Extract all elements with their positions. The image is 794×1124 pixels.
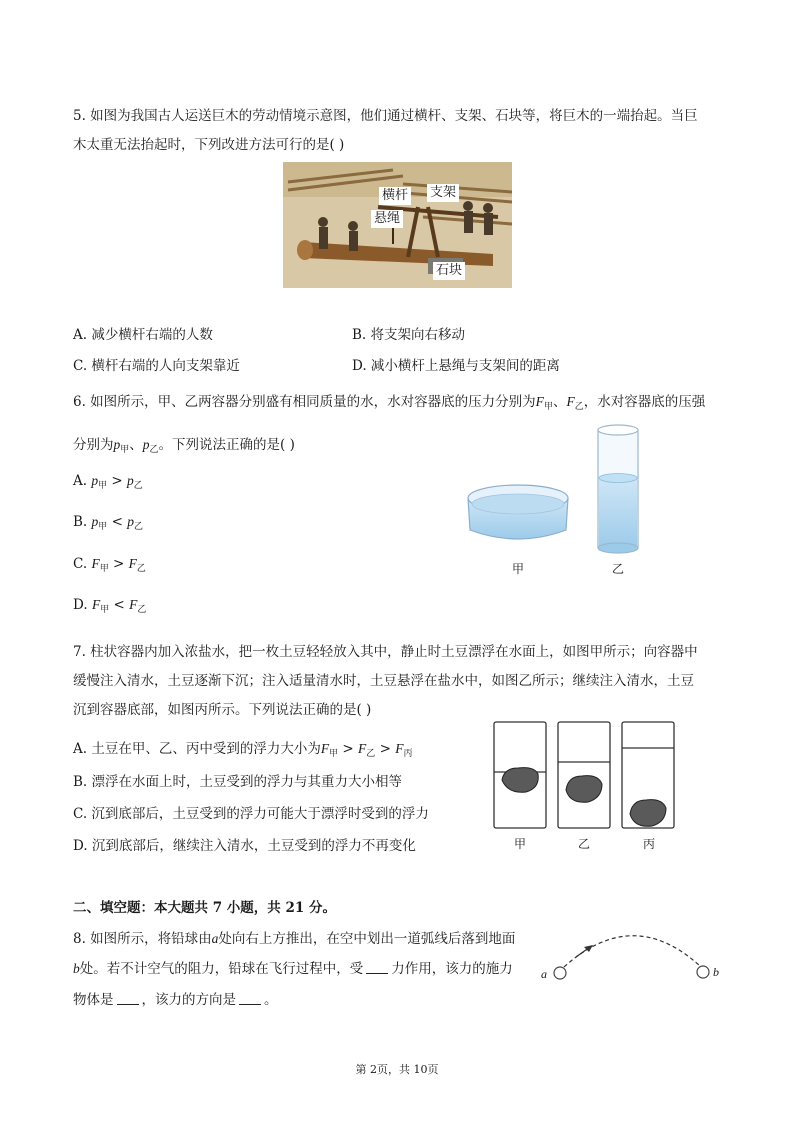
q7-option-c: C. 沉到底部后，土豆受到的浮力可能大于漂浮时受到的浮力 bbox=[73, 806, 429, 822]
q8-point-b-label: b bbox=[713, 965, 719, 979]
q8-stem-line1: 8. 如图所示，将铅球由a处向右上方推出，在空中划出一道弧线后落到地面 bbox=[73, 931, 516, 947]
q6-stem-line2: 分别为$p_甲$、$p_乙$。下列说法正确的是( ) bbox=[73, 437, 295, 455]
blank-2 bbox=[117, 992, 139, 1005]
blank-1 bbox=[366, 961, 388, 974]
label-stone: 石块 bbox=[433, 262, 465, 280]
q5-option-b: B. 将支架向右移动 bbox=[352, 327, 466, 343]
label-support: 支架 bbox=[427, 184, 459, 202]
q7-option-a: A. 土豆在甲、乙、丙中受到的浮力大小为$F_甲 > F_乙 > F_丙$ bbox=[73, 741, 413, 759]
section2-heading: 二、填空题：本大题共 7 小题，共 21 分。 bbox=[73, 900, 336, 916]
q8-stem-line2: b处。若不计空气的阻力，铅球在飞行过程中，受 力作用，该力的施力 bbox=[73, 961, 513, 977]
q7-stem-line3: 沉到容器底部，如图丙所示。下列说法正确的是( ) bbox=[73, 702, 372, 718]
q7-option-b: B. 漂浮在水面上时，土豆受到的浮力与其重力大小相等 bbox=[73, 774, 403, 790]
containers-illustration bbox=[460, 420, 660, 560]
q6-option-d: D. $F_甲 < F_乙$ bbox=[73, 597, 147, 615]
q7-stem-line1: 7. 柱状容器内加入浓盐水，把一枚土豆轻轻放入其中，静止时土豆漂浮在水面上，如图甲所示；向容器中 bbox=[73, 644, 698, 660]
q5-option-d: D. 减小横杆上悬绳与支架间的距离 bbox=[352, 358, 560, 374]
blank-3 bbox=[239, 992, 261, 1005]
q7-caption-yi: 乙 bbox=[578, 837, 591, 851]
q5-figure bbox=[283, 162, 512, 288]
q6-option-c: C. $F_甲 > F_乙$ bbox=[73, 556, 146, 574]
q7-caption-bing: 丙 bbox=[643, 837, 656, 851]
q6-caption-yi: 乙 bbox=[612, 562, 625, 576]
q8-figure bbox=[538, 925, 728, 987]
q6-caption-jia: 甲 bbox=[512, 562, 525, 576]
q5-option-a: A. 减少横杆右端的人数 bbox=[73, 327, 213, 343]
q5-stem-line1: 5. 如图为我国古人运送巨木的劳动情境示意图，他们通过横杆、支架、石块等，将巨木的一端抬起。当巨 bbox=[73, 108, 698, 124]
label-crossbar: 横杆 bbox=[379, 187, 411, 205]
trajectory-diagram bbox=[538, 925, 728, 987]
q5-stem-line2: 木太重无法抬起时，下列改进方法可行的是( ) bbox=[73, 137, 345, 153]
potato-containers-illustration bbox=[490, 718, 690, 834]
page-footer: 第 2页，共 10页 bbox=[355, 1063, 439, 1076]
q7-caption-jia: 甲 bbox=[514, 837, 527, 851]
q5-option-c: C. 横杆右端的人向支架靠近 bbox=[73, 358, 240, 374]
q7-stem-line2: 缓慢注入清水，土豆逐渐下沉；注入适量清水时，土豆悬浮在盐水中，如图乙所示；继续注入清水，土豆 bbox=[73, 673, 694, 689]
q6-option-b: B. $p_甲 < p_乙$ bbox=[73, 514, 143, 532]
q6-figure bbox=[460, 420, 660, 560]
q6-option-a: A. $p_甲 > p_乙$ bbox=[73, 473, 143, 491]
label-rope: 悬绳 bbox=[371, 210, 403, 228]
q7-option-d: D. 沉到底部后，继续注入清水，土豆受到的浮力不再变化 bbox=[73, 838, 416, 854]
q7-figure bbox=[490, 718, 690, 834]
q8-stem-line3: 物体是 ，该力的方向是 。 bbox=[73, 992, 278, 1008]
q8-point-a-label: a bbox=[541, 967, 547, 981]
q6-stem-line1: 6. 如图所示，甲、乙两容器分别盛有相同质量的水，水对容器底的压力分别为$F_甲$、$F_乙$，水对容器底的压强 bbox=[73, 394, 706, 412]
